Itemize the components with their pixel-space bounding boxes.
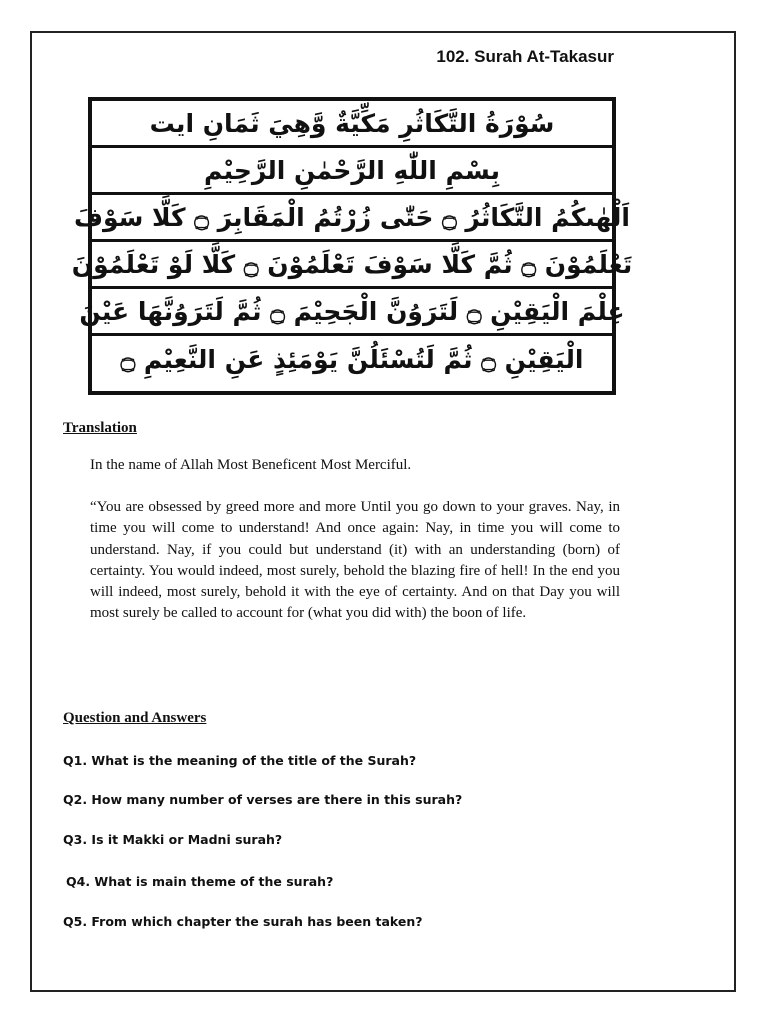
surah-title: 102. Surah At-Takasur: [436, 47, 614, 66]
question-2: Q2. How many number of verses are there in this surah?: [63, 792, 463, 807]
translation-heading: Translation: [63, 420, 137, 436]
translation-bismillah: In the name of Allah Most Beneficent Most Merciful.: [90, 457, 412, 473]
arabic-line-verse: تَعْلَمُوْنَ ۝ ثُمَّ كَلَّا سَوْفَ تَعْلَمُوْنَ ۝ كَلَّا لَوْ تَعْلَمُوْنَ: [92, 242, 612, 289]
question-4: Q4. What is main theme of the surah?: [66, 874, 334, 889]
arabic-line-verse: الْيَقِيْنِ ۝ ثُمَّ لَتُسْئَلُنَّ يَوْمَئِذٍ عَنِ النَّعِيْمِ ۝: [120, 345, 584, 374]
question-1: Q1. What is the meaning of the title of the Surah?: [63, 753, 417, 768]
qa-heading: Question and Answers: [63, 710, 207, 726]
translation-body: “You are obsessed by greed more and more Until you go down to your graves. Nay, in time you will come to understand! And once again: Nay, in time you will come to understand. Nay, if you could but understand (it) with an understanding (born) of certainty. You would indeed, most surely, behold the blazing fire of hell! In the end you will indeed, most surely, behold it with the eye of certainty. And on that Day you will most surely be called to account for (what you did with) the boon of life.: [90, 499, 620, 622]
arabic-text-box: [71, 97, 633, 395]
arabic-line-verse: اَلْهٰىكُمُ التَّكَاثُرُ ۝ حَتّٰى زُرْتُمُ الْمَقَابِرَ ۝ كَلَّا سَوْفَ: [92, 195, 612, 242]
arabic-line-header: سُوْرَةُ التَّكَاثُرِ مَكِّيَّةٌ وَّهِيَ ثَمَانِ ايت: [92, 101, 612, 148]
arabic-line-bismillah: بِسْمِ اللّٰهِ الرَّحْمٰنِ الرَّحِيْمِ: [92, 148, 612, 195]
question-5: Q5. From which chapter the surah has been taken?: [63, 914, 423, 929]
question-3: Q3. Is it Makki or Madni surah?: [63, 832, 283, 847]
arabic-line-verse: عِلْمَ الْيَقِيْنِ ۝ لَتَرَوُنَّ الْجَحِيْمَ ۝ ثُمَّ لَتَرَوُنَّهَا عَيْنَ: [92, 289, 612, 336]
